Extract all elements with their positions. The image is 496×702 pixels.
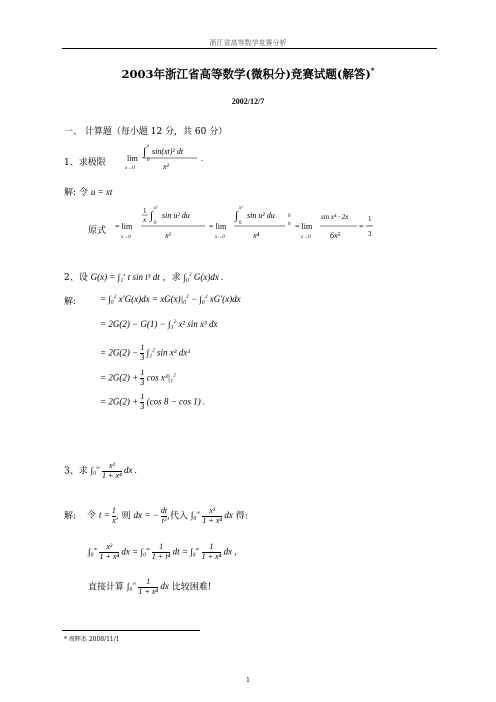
svg-text:x→0: x→0 xyxy=(301,235,311,240)
svg-text:0: 0 xyxy=(288,222,291,227)
solution-2-step-1: = ∫₀$^2$ x′G(x)dx = xG(x)|₀$^2$ − ∫₀$^2$ xG′(x)dx xyxy=(100,294,241,304)
problem-2-def: G(x) = ∫₁$^x$ t sin t³ dt xyxy=(90,272,160,282)
problem-3-label: 3、求 xyxy=(64,466,88,477)
solution-3-sub: t = $\frac{1}{x}$ xyxy=(98,506,116,525)
solution-3-prefix: 解: xyxy=(64,511,77,522)
problem-2-line xyxy=(64,270,223,283)
svg-text:x: x xyxy=(147,144,150,149)
svg-text:1: 1 xyxy=(368,215,372,223)
solution-1-label xyxy=(64,185,112,198)
title-text: 2003年浙江省高等数学(微积分)竞赛试题(解答) xyxy=(121,67,371,81)
problem-3-line xyxy=(64,462,137,481)
svg-text:x⁴: x⁴ xyxy=(253,231,260,240)
svg-text:sin(xt)² dt: sin(xt)² dt xyxy=(152,147,184,156)
svg-text:∫: ∫ xyxy=(150,210,154,222)
svg-text:= lim: = lim xyxy=(115,222,133,231)
problem-2-target: ∫₀$^2$ G(x)dx . xyxy=(183,272,224,282)
solution-1-prefix: 解: xyxy=(64,188,77,198)
problem-1-formula xyxy=(125,139,215,175)
svg-text:=: = xyxy=(359,222,364,231)
footnote-rule xyxy=(62,630,200,631)
svg-text:lim: lim xyxy=(127,154,138,163)
solution-2-step-5: = 2G(2) + $\frac{1}{3}$ (cos 8 − cos 1) . xyxy=(100,392,206,411)
problem-2-ask: ，求 xyxy=(162,273,181,283)
solution-3-int: ∫₀∞ $\frac{\text{x²}}{\text{1 + x⁴}}$ dx xyxy=(190,506,233,525)
svg-text:x→0: x→0 xyxy=(215,235,225,240)
svg-text:3: 3 xyxy=(368,230,372,238)
svg-text:0: 0 xyxy=(239,221,242,226)
svg-text:0: 0 xyxy=(154,221,157,226)
page-number: 1 xyxy=(246,677,250,684)
solution-3-remark-int: ∫₀∞ $\frac{1}{\text{1 + x⁴}}$ dx xyxy=(126,577,169,596)
solution-3-then: 则 xyxy=(121,511,131,522)
svg-text:x²: x² xyxy=(239,206,243,211)
svg-text:x²: x² xyxy=(163,162,169,171)
solution-3-get: 得: xyxy=(235,511,248,522)
svg-text:0: 0 xyxy=(147,158,150,163)
svg-text:= lim: = lim xyxy=(295,222,313,231)
problem-2-label: 2、设 xyxy=(64,273,88,283)
solution-3-direct: 直接计算 xyxy=(88,582,125,593)
svg-text:.: . xyxy=(201,154,203,163)
svg-text:x²: x² xyxy=(154,206,158,211)
solution-3-dx: dx = − $\frac{dt}{\text{t²}}$ xyxy=(133,506,168,525)
svg-text:1: 1 xyxy=(143,207,147,215)
solution-1-yuanshi: 原式 xyxy=(88,226,107,236)
solution-1-substitution: u = xt xyxy=(90,187,113,197)
solution-3-hard: 比较困难! xyxy=(171,582,212,593)
running-header: 浙江省高等数学竞赛分析 xyxy=(209,39,287,47)
solution-3-remark xyxy=(88,578,211,597)
svg-text:sin x⁴ · 2x: sin x⁴ · 2x xyxy=(321,213,349,221)
svg-text:0: 0 xyxy=(288,214,291,219)
solution-1-formula xyxy=(113,200,373,248)
svg-text:x²: x² xyxy=(165,231,171,240)
svg-text:sin u² du: sin u² du xyxy=(247,211,275,220)
header-rule xyxy=(62,48,437,49)
svg-text:= lim: = lim xyxy=(209,222,227,231)
solution-2-step-2: = 2G(2) − G(1) − ∫₁$^2$ x² sin x³ dx xyxy=(100,319,218,329)
section-heading: 一、 计算题（每小题 12 分，共 60 分） xyxy=(64,127,228,137)
svg-text:∫: ∫ xyxy=(235,210,239,222)
svg-text:x→0: x→0 xyxy=(121,235,131,240)
svg-text:x→0: x→0 xyxy=(125,166,135,171)
svg-text:x: x xyxy=(143,216,147,224)
solution-2-step-3: = 2G(2) − $\frac{1}{3}$ ∫₁$^2$ sin x³ dx³ xyxy=(100,343,190,362)
footnote: * 周晖杰 2008/11/1 xyxy=(64,636,120,643)
solution-2-label: 解: xyxy=(64,297,77,307)
problem-1-label: 1、求极限 xyxy=(64,158,106,168)
solution-3-substitute: 代入 xyxy=(170,511,189,522)
title-footnote-mark: * xyxy=(370,66,375,76)
page-title xyxy=(0,66,496,82)
solution-3-line: 解: 令 t = $\frac{1}{x}$ , 则 dx = − $\frac{dt}{\text{t²}}$ ,代入 ∫₀∞ $\frac{\text{x²}}{\text{1 + x⁴}}$ dx 得: xyxy=(64,506,248,525)
solution-1-let: 令 xyxy=(78,188,88,198)
problem-3-integral: ∫₀∞ $\frac{\text{x²}}{\text{1 + x⁴}}$ dx . xyxy=(90,461,138,480)
solution-3-equality: ∫₀∞ $\frac{\text{x²}}{\text{1 + x⁴}}$ dx = ∫₀∞ $\frac{1}{\text{1 + t⁴}}$ dt = ∫₀∞ $\frac{1}{\text{1 + x⁴}}$ dx , xyxy=(88,542,237,561)
solution-2-step-4: = 2G(2) + $\frac{1}{3}$ cos x³|₁$^2$ xyxy=(100,368,176,387)
svg-text:sin u² du: sin u² du xyxy=(162,211,190,220)
solution-3-let: 令 xyxy=(86,511,96,522)
svg-text:6x⁵: 6x⁵ xyxy=(330,231,341,240)
exam-date: 2002/12/7 xyxy=(231,97,265,106)
svg-text:∫: ∫ xyxy=(143,146,147,158)
